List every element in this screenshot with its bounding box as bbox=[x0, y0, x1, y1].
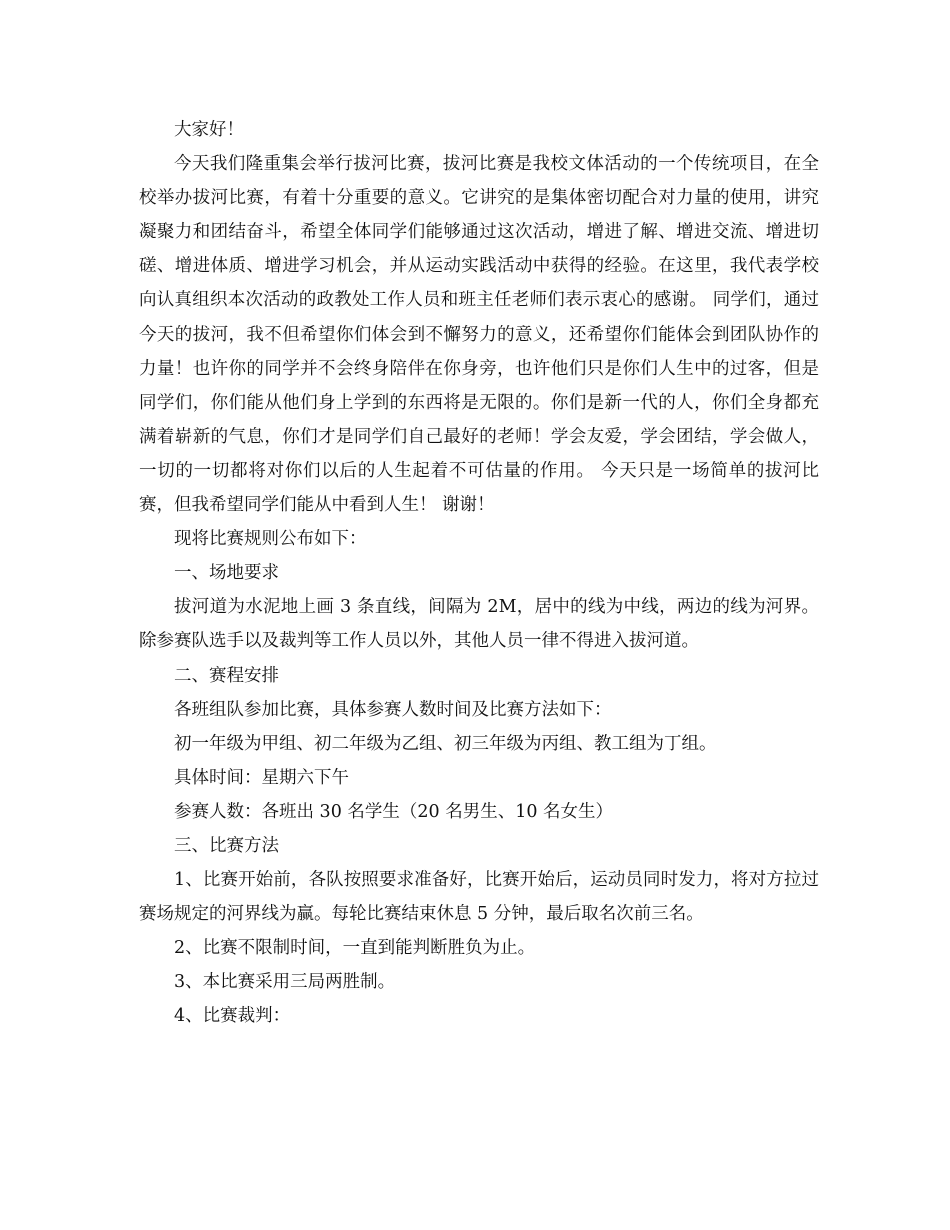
section-heading-method: 三、比赛方法 bbox=[174, 835, 279, 856]
method-item-3: 3、本比赛采用三局两胜制。 bbox=[174, 972, 396, 993]
rules-intro-paragraph: 现将比赛规则公布如下： bbox=[174, 529, 367, 550]
greeting-paragraph: 大家好！ bbox=[174, 120, 244, 140]
speech-paragraph: 今天我们隆重集会举行拔河比赛，拔河比赛是我校文体活动的一个传统项目，在全校举办拔河比赛，有着十分重要的意义。它讲究的是集体密切配合对力量的使用，讲究凝聚力和团结奋斗，希望全体同学们能够通过这次活动，增进了解、增进交流、增进切磋、增进体质、增进学习机会，并从运动实践活动中获得的经验。在这里，我代表学校向认真组织本次活动的政教处工作人员和班主任老师们表示衷心的感谢。 同学们，通过今天的拔河，我不但希望你们体会到不懈努力的意义，还希望你们能体会到团队协作的力量！也许你的同学并不会终身陪伴在你身旁，也许他们只是你们人生中的过客，但是同学们，你们能从他们身上学到的东西将是无限的。你们是新一代的人，你们全身都充满着崭新的气息，你们才是同学们自己最好的老师！学会友爱，学会团结，学会做人，一切的一切都将对你们以后的人生起着不可估量的作用。 今天只是一场简单的拔河比赛，但我希望同学们能从中看到人生！ 谢谢！ bbox=[139, 154, 819, 516]
section-heading-venue: 一、场地要求 bbox=[174, 563, 279, 584]
groups-paragraph: 初一年级为甲组、初二年级为乙组、初三年级为丙组、教工组为丁组。 bbox=[174, 733, 717, 754]
section-heading-schedule: 二、赛程安排 bbox=[174, 665, 279, 686]
method-item-4: 4、比赛裁判： bbox=[174, 1006, 291, 1027]
method-item-2: 2、比赛不限制时间，一直到能判断胜负为止。 bbox=[174, 938, 536, 959]
participants-paragraph: 参赛人数：各班出 30 名学生（20 名男生、10 名女生） bbox=[174, 801, 614, 822]
document-body bbox=[139, 113, 819, 1034]
method-item-1: 1、比赛开始前，各队按照要求准备好，比赛开始后，运动员同时发力，将对方拉过赛场规定的河界线为赢。每轮比赛结束休息 5 分钟，最后取名次前三名。 bbox=[139, 870, 819, 925]
time-paragraph: 具体时间：星期六下午 bbox=[174, 767, 349, 788]
venue-paragraph: 拔河道为水泥地上画 3 条直线，间隔为 2M，居中的线为中线，两边的线为河界。除参赛队选手以及裁判等工作人员以外，其他人员一律不得进入拔河道。 bbox=[139, 597, 819, 652]
schedule-paragraph: 各班组队参加比赛，具体参赛人数时间及比赛方法如下： bbox=[174, 699, 612, 720]
